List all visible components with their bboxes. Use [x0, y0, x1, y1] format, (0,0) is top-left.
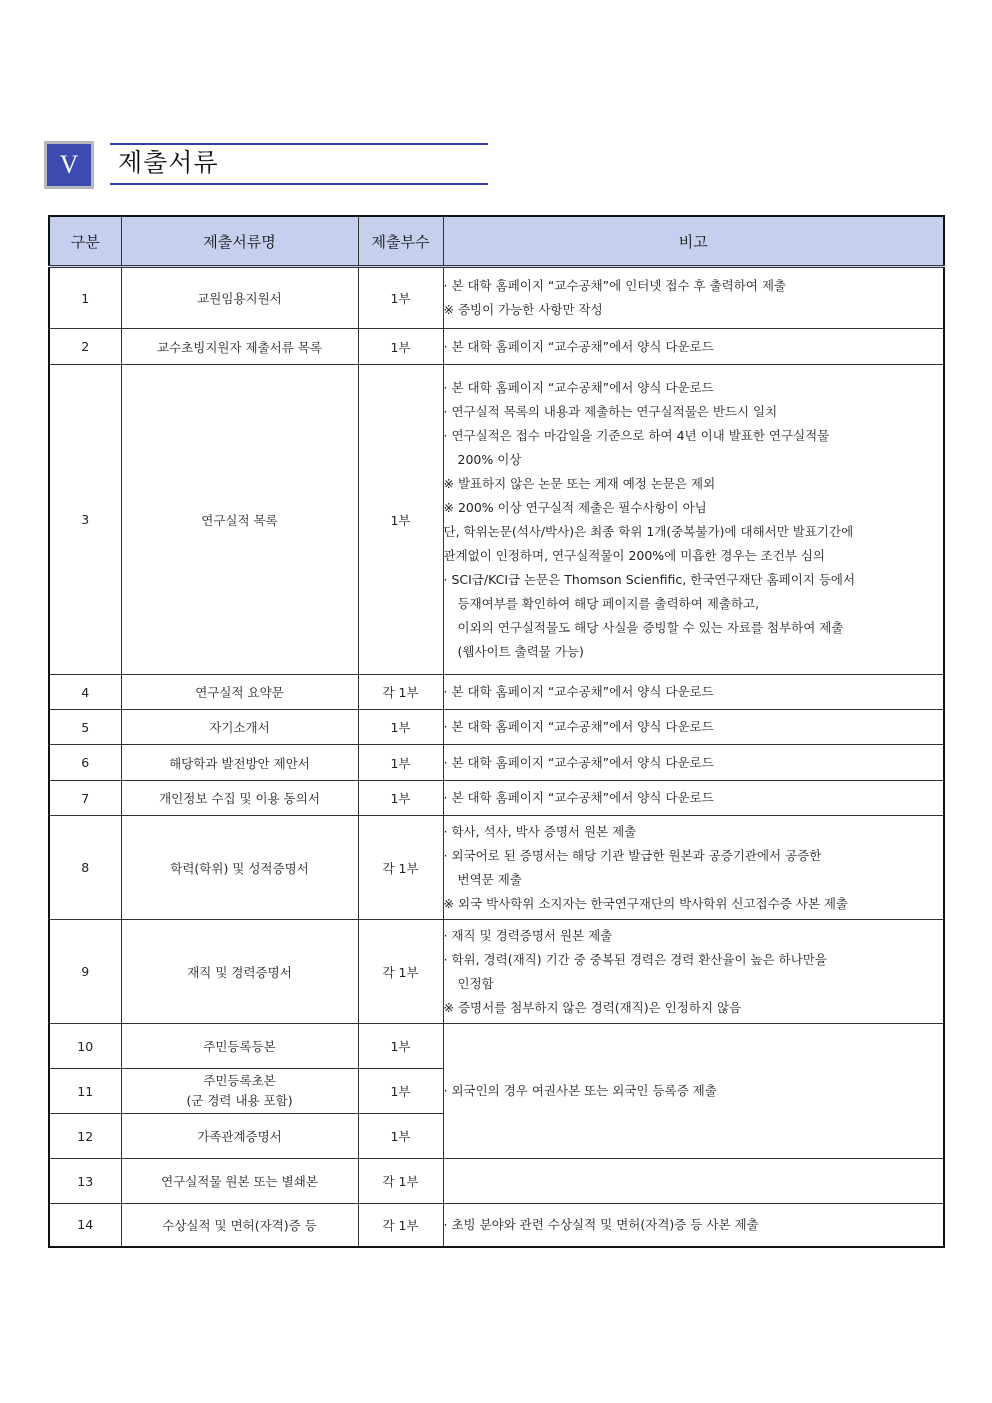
row-no: 11: [49, 1069, 121, 1114]
title-rule-bottom: [110, 183, 488, 185]
header-no: 구분: [49, 216, 121, 267]
section-title: 제출서류: [118, 148, 219, 177]
row-doc-name: 교수초빙지원자 제출서류 목록: [121, 329, 358, 365]
row-no: 7: [49, 781, 121, 816]
row-no: 13: [49, 1159, 121, 1204]
row-copies: 1부: [358, 710, 443, 745]
remark-line: · 외국어로 된 증명서는 해당 기관 발급한 원본과 공증기관에서 공증한: [443, 847, 822, 863]
row-copies: 각 1부: [358, 816, 443, 920]
remark-line: · 학사, 석사, 박사 증명서 원본 제출: [443, 823, 637, 839]
remark-line: · 본 대학 홈페이지 “교수공채”에서 양식 다운로드: [443, 684, 714, 699]
merged-remarks-foreigner: · 외국인의 경우 여권사본 또는 외국인 등록증 제출: [443, 1024, 944, 1159]
row-remarks: [443, 816, 944, 920]
remark-line: · 본 대학 홈페이지 “교수공채”에 인터넷 접수 후 출력하여 제출: [443, 278, 786, 293]
table-row: [49, 267, 944, 329]
remark-line: 200% 이상: [457, 451, 522, 467]
remark-line: 인정함: [457, 975, 494, 991]
table-row: [49, 365, 944, 675]
remark-line: 이외의 연구실적물도 해당 사실을 증빙할 수 있는 자료를 첨부하여 제출: [457, 619, 844, 635]
row-doc-name-line2: (군 경력 내용 포함): [186, 1093, 293, 1108]
table-row: [49, 1024, 944, 1069]
row-copies: 1부: [358, 329, 443, 365]
table-row: [49, 710, 944, 745]
remark-line: · 초빙 분야와 관련 수상실적 및 면허(자격)증 등 사본 제출: [443, 1216, 759, 1232]
header-doc-name: 제출서류명: [121, 216, 358, 267]
row-doc-name-line1: 주민등록초본: [203, 1073, 276, 1088]
table-row: [49, 816, 944, 920]
remark-line: (웹사이트 출력물 가능): [457, 643, 584, 659]
row-remarks: [443, 920, 944, 1024]
remark-line: · 본 대학 홈페이지 “교수공채”에서 양식 다운로드: [443, 379, 714, 395]
row-no: 5: [49, 710, 121, 745]
row-no: 12: [49, 1114, 121, 1159]
remark-line: · 재직 및 경력증명서 원본 제출: [443, 927, 613, 943]
table-row: [49, 1159, 944, 1204]
row-remarks: [443, 781, 944, 816]
row-no: 3: [49, 365, 121, 675]
documents-table: [48, 215, 945, 1248]
row-doc-name: 재직 및 경력증명서: [121, 920, 358, 1024]
row-remarks: [443, 267, 944, 329]
remark-line: ※ 외국 박사학위 소지자는 한국연구재단의 박사학위 신고접수증 사본 제출: [443, 895, 849, 911]
remark-line: · 본 대학 홈페이지 “교수공채”에서 양식 다운로드: [443, 754, 714, 770]
table-row: [49, 745, 944, 781]
remark-line: ※ 200% 이상 연구실적 제출은 필수사항이 아님: [443, 499, 707, 515]
row-doc-name: 연구실적 목록: [121, 365, 358, 675]
row-no: 14: [49, 1204, 121, 1247]
row-no: 6: [49, 745, 121, 781]
row-remarks: [443, 1204, 944, 1247]
row-remarks: [443, 675, 944, 710]
row-copies: 1부: [358, 1114, 443, 1159]
row-doc-name: 연구실적 요약문: [121, 675, 358, 710]
remark-line: · 연구실적 목록의 내용과 제출하는 연구실적물은 반드시 일치: [443, 403, 778, 419]
table-row: [49, 675, 944, 710]
row-remarks-empty: [443, 1159, 944, 1204]
remark-line: · SCI급/KCI급 논문은 Thomson Scienfific, 한국연구재단 홈페이지 등에서: [443, 571, 856, 587]
row-doc-name: 개인정보 수집 및 이용 동의서: [121, 781, 358, 816]
section-numeral-badge: V: [44, 141, 94, 189]
row-doc-name: 학력(학위) 및 성적증명서: [121, 816, 358, 920]
row-remarks: [443, 745, 944, 781]
remark-line: ※ 증빙이 가능한 사항만 작성: [443, 302, 603, 317]
table-header-row: [49, 216, 944, 267]
row-no: 4: [49, 675, 121, 710]
table-row: [49, 1204, 944, 1247]
row-copies: 각 1부: [358, 1204, 443, 1247]
row-doc-name: 교원임용지원서: [121, 267, 358, 329]
remark-line: · 연구실적은 접수 마감일을 기준으로 하여 4년 이내 발표한 연구실적물: [443, 427, 830, 443]
table-row: [49, 329, 944, 365]
row-remarks: [443, 329, 944, 365]
row-doc-name: 자기소개서: [121, 710, 358, 745]
header-copies: 제출부수: [358, 216, 443, 267]
table-row: [49, 920, 944, 1024]
remark-line: 등재여부를 확인하여 해당 페이지를 출력하여 제출하고,: [457, 595, 760, 611]
section-header: [44, 141, 494, 191]
table-row: [49, 781, 944, 816]
row-doc-name: 가족관계증명서: [121, 1114, 358, 1159]
row-copies: 1부: [358, 1024, 443, 1069]
remark-line: · 본 대학 홈페이지 “교수공채”에서 양식 다운로드: [443, 338, 714, 354]
row-no: 2: [49, 329, 121, 365]
row-doc-name: 주민등록등본: [121, 1024, 358, 1069]
remark-line: · 본 대학 홈페이지 “교수공채”에서 양식 다운로드: [443, 790, 714, 805]
remark-line: 관계없이 인정하며, 연구실적물이 200%에 미흡한 경우는 조건부 심의: [443, 547, 825, 563]
row-copies: 1부: [358, 267, 443, 329]
row-remarks: [443, 710, 944, 745]
header-remarks: 비고: [443, 216, 944, 267]
row-copies: 각 1부: [358, 1159, 443, 1204]
remark-line: · 본 대학 홈페이지 “교수공채”에서 양식 다운로드: [443, 719, 714, 734]
remark-line: 단, 학위논문(석사/박사)은 최종 학위 1개(중복불가)에 대해서만 발표기간에: [443, 523, 854, 539]
row-no: 1: [49, 267, 121, 329]
row-doc-name: 연구실적물 원본 또는 별쇄본: [121, 1159, 358, 1204]
remark-line: 번역문 제출: [457, 871, 522, 887]
row-copies: 1부: [358, 1069, 443, 1114]
row-copies: 각 1부: [358, 675, 443, 710]
row-copies: 각 1부: [358, 920, 443, 1024]
row-doc-name: [121, 1069, 358, 1114]
row-copies: 1부: [358, 781, 443, 816]
row-copies: 1부: [358, 745, 443, 781]
row-remarks: [443, 365, 944, 675]
row-no: 10: [49, 1024, 121, 1069]
remark-line: · 학위, 경력(재직) 기간 중 중복된 경력은 경력 환산율이 높은 하나만을: [443, 951, 827, 967]
row-doc-name: 해당학과 발전방안 제안서: [121, 745, 358, 781]
remark-line: ※ 증명서를 첨부하지 않은 경력(재직)은 인정하지 않음: [443, 999, 742, 1015]
row-no: 9: [49, 920, 121, 1024]
row-no: 8: [49, 816, 121, 920]
row-copies: 1부: [358, 365, 443, 675]
remark-line: ※ 발표하지 않은 논문 또는 게재 예정 논문은 제외: [443, 475, 716, 491]
row-doc-name: 수상실적 및 면허(자격)증 등: [121, 1204, 358, 1247]
